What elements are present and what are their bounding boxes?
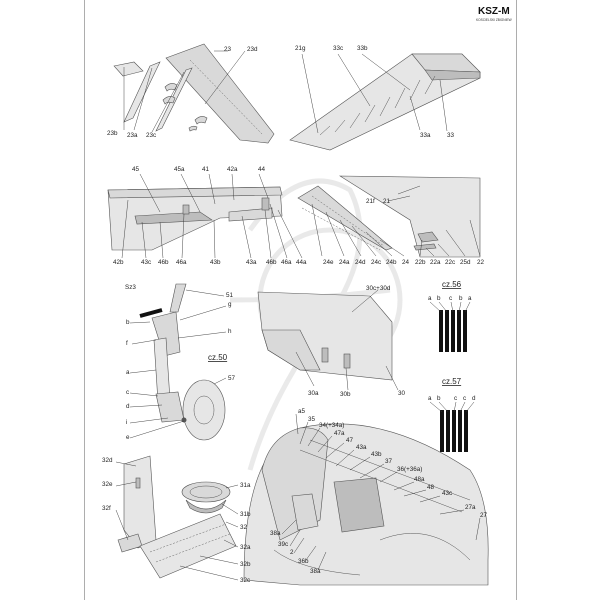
- label-36b: 36b: [298, 558, 309, 565]
- label-a5: a5: [298, 408, 306, 415]
- label-43c: 43c: [141, 259, 152, 266]
- part-30b-post-b: [344, 354, 350, 368]
- label-43a: 43a: [246, 259, 257, 266]
- label-32e: 32e: [102, 481, 113, 488]
- brand-logo-text: KSZ-M: [478, 6, 510, 17]
- label-23d: 23d: [247, 46, 258, 53]
- label-d: d: [126, 403, 130, 410]
- strip-cz56-1: [439, 310, 443, 352]
- part-c-fork: [156, 392, 184, 422]
- label-21: 21: [383, 198, 391, 205]
- label-30c-30d: 30c+30d: [366, 285, 391, 292]
- strip-cz57-5: [464, 410, 468, 452]
- label-cz57-a: a: [428, 395, 432, 402]
- label-22a: 22a: [430, 259, 441, 266]
- label-43c-cockpit: 43c: [442, 490, 453, 497]
- part-23-tab-a: [165, 83, 177, 91]
- part-37-seat: [334, 478, 384, 532]
- label-21g: 21g: [295, 45, 306, 52]
- label-32f: 32f: [102, 505, 111, 512]
- part-23b-strip: [114, 62, 143, 76]
- label-cz57-d: d: [472, 395, 476, 402]
- label-a: a: [126, 369, 130, 376]
- diagram-wing-strip-23: [107, 44, 274, 143]
- label-46a: 46a: [176, 259, 187, 266]
- label-31a: 31a: [240, 482, 251, 489]
- label-45: 45: [132, 166, 140, 173]
- label-32: 32: [240, 524, 248, 531]
- label-23c: 23c: [146, 132, 157, 139]
- label-cz56-c: c: [449, 295, 453, 302]
- label-46a-right: 46a: [281, 259, 292, 266]
- label-24d: 24d: [355, 259, 366, 266]
- label-37: 37: [385, 458, 393, 465]
- label-46b: 46b: [158, 259, 169, 266]
- label-47: 47: [346, 437, 354, 444]
- label-48: 48: [427, 484, 435, 491]
- label-39c: 39c: [278, 541, 289, 548]
- label-e: e: [126, 434, 130, 441]
- label-21f: 21f: [366, 198, 375, 205]
- label-27a: 27a: [465, 504, 476, 511]
- part-46a-lever: [183, 205, 189, 214]
- label-cz57: cz.57: [442, 377, 462, 386]
- label-cz56-b-right: b: [459, 295, 463, 302]
- part-sz3-wire: [140, 310, 162, 316]
- label-46b-right: 46b: [266, 259, 277, 266]
- part-23-panel: [166, 44, 274, 143]
- label-sz3: Sz3: [125, 284, 136, 291]
- label-30: 30: [398, 390, 406, 397]
- strip-cz57-3: [452, 410, 456, 452]
- label-38a: 38a: [270, 530, 281, 537]
- label-cz56: cz.56: [442, 280, 462, 289]
- label-cz57-c-left: c: [454, 395, 458, 402]
- label-cz56-b-left: b: [437, 295, 441, 302]
- label-f: f: [126, 340, 128, 347]
- label-47a: 47a: [334, 430, 345, 437]
- label-30b: 30b: [340, 391, 351, 398]
- label-27: 27: [480, 512, 488, 519]
- diagram-strips-cz57: [428, 377, 476, 452]
- label-34-34a: 34(+34a): [319, 422, 345, 429]
- label-23b: 23b: [107, 130, 118, 137]
- part-46b-lever: [262, 198, 269, 210]
- label-41: 41: [202, 166, 210, 173]
- label-44: 44: [258, 166, 266, 173]
- label-24b: 24b: [386, 259, 397, 266]
- label-35: 35: [308, 416, 316, 423]
- part-32f-tube: [118, 534, 142, 552]
- label-i: i: [126, 419, 128, 426]
- label-57: 57: [228, 375, 236, 382]
- strip-cz57-2: [446, 410, 450, 452]
- label-32d: 32d: [102, 457, 113, 464]
- strip-cz57-1: [440, 410, 444, 452]
- label-43a-cockpit: 43a: [356, 444, 367, 451]
- diagram-wing-assembly-33: [290, 45, 480, 150]
- label-42b: 42b: [113, 259, 124, 266]
- label-42a: 42a: [227, 166, 238, 173]
- label-cz56-a-left: a: [428, 295, 432, 302]
- part-33a-edge: [425, 70, 480, 80]
- label-30a: 30a: [308, 390, 319, 397]
- strip-cz56-4: [457, 310, 461, 352]
- label-22: 22: [477, 259, 485, 266]
- label-23: 23: [224, 46, 232, 53]
- label-33: 33: [447, 132, 455, 139]
- label-24: 24: [402, 259, 410, 266]
- label-33a: 33a: [420, 132, 431, 139]
- diagram-fuselage-section-30: [258, 285, 406, 398]
- label-cz57-c-right: c: [463, 395, 467, 402]
- strip-cz56-2: [445, 310, 449, 352]
- label-32b: 32b: [240, 561, 251, 568]
- label-cz56-a-right: a: [468, 295, 472, 302]
- left-page-border: [84, 0, 85, 600]
- strip-cz56-3: [451, 310, 455, 352]
- diagram-tail-unit-22: [298, 176, 485, 266]
- label-25d: 25d: [460, 259, 471, 266]
- part-57-wheel: [183, 380, 225, 440]
- part-30b-post-a: [322, 348, 328, 362]
- label-33b: 33b: [357, 45, 368, 52]
- part-32e-slot: [136, 478, 140, 488]
- right-page-border: [516, 0, 517, 600]
- label-c: c: [126, 389, 130, 396]
- strip-cz57-4: [458, 410, 462, 452]
- diagram-parts-31-32: [102, 456, 251, 584]
- part-32d-panel: [124, 456, 156, 548]
- part-31a-ring: [182, 482, 230, 502]
- part-23-tab-d: [189, 126, 197, 131]
- label-43b-cockpit: 43b: [371, 451, 382, 458]
- label-24a: 24a: [339, 259, 350, 266]
- label-31b: 31b: [240, 511, 251, 518]
- diagram-strips-cz56: [428, 280, 472, 352]
- label-32a: 32a: [240, 544, 251, 551]
- label-38a-bottom: 38a: [310, 568, 321, 575]
- label-g: g: [228, 301, 232, 308]
- label-51: 51: [226, 292, 234, 299]
- label-cz50: cz.50: [208, 353, 228, 362]
- label-32c: 32c: [240, 577, 251, 584]
- label-36-36a: 36(+36a): [397, 466, 423, 473]
- diagram-cockpit-assembly: [244, 408, 488, 585]
- strip-cz56-5: [463, 310, 467, 352]
- label-48a: 48a: [414, 476, 425, 483]
- label-22c: 22c: [445, 259, 456, 266]
- label-43b: 43b: [210, 259, 221, 266]
- label-44a: 44a: [296, 259, 307, 266]
- label-b: b: [126, 319, 130, 326]
- label-cz57-b: b: [437, 395, 441, 402]
- diagram-landing-gear-cz50: [125, 284, 236, 441]
- label-33c: 33c: [333, 45, 344, 52]
- label-22b: 22b: [415, 259, 426, 266]
- label-24e: 24e: [323, 259, 334, 266]
- label-45a: 45a: [174, 166, 185, 173]
- label-h: h: [228, 328, 232, 335]
- brand-logo: [476, 6, 512, 22]
- label-23a: 23a: [127, 132, 138, 139]
- label-2: 2: [290, 549, 294, 556]
- part-51-arm: [170, 284, 186, 312]
- part-23-tab-c: [195, 116, 207, 124]
- brand-subtitle: KOSCIELSKI ZBIGNIEW: [476, 18, 512, 22]
- label-24c: 24c: [371, 259, 382, 266]
